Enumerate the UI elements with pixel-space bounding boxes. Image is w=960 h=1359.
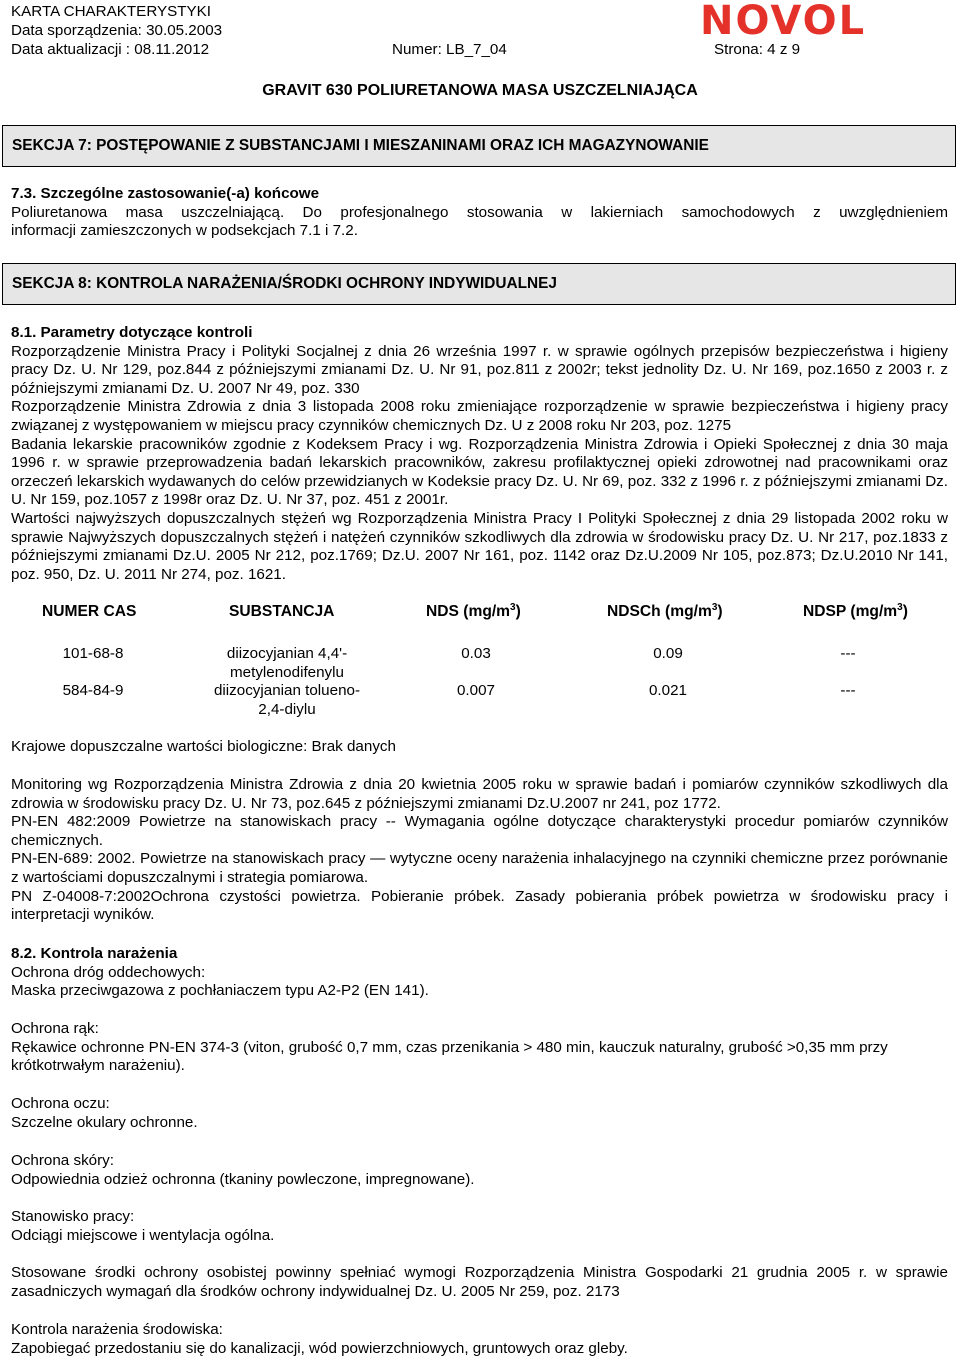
ndsp-close: ) — [902, 603, 908, 620]
section8-1-heading: 8.1. Parametry dotyczące kontroli — [11, 324, 253, 341]
table-row2-ndsp: --- — [840, 682, 856, 699]
skin-block — [11, 1152, 948, 1189]
section7-line-1: Poliuretanowa masa uszczelniającą. Do profesjonalnego stosowania w lakierniach samochodowych z uwzględnieniem — [11, 203, 948, 221]
skin-label: Ochrona skóry: — [11, 1152, 114, 1169]
logo-text: NOVOL — [700, 0, 867, 44]
created-date: Data sporządzenia: 30.05.2003 — [11, 22, 223, 39]
table-row1-ndsch: 0.09 — [653, 645, 683, 662]
environment-block — [11, 1321, 948, 1358]
workplace-block — [11, 1208, 948, 1245]
biological-values: Krajowe dopuszczalne wartości biologiczne: Brak danych — [11, 738, 396, 755]
ndsp-label: NDSP (mg/m — [803, 603, 898, 620]
section8-2-heading: 8.2. Kontrola narażenia — [11, 945, 178, 962]
eyes-text: Szczelne okulary ochronne. — [11, 1113, 198, 1131]
regulation-paragraph-4: Wartości najwyższych dopuszczalnych stężeń wg Rozporządzenia Ministra Pracy I Polityki Społecznej z dnia 29 listopada 2002 roku w sprawie Najwyższych dopuszczalnych stężeń i natężeń czynników szkodliwych dla zdrowia w środowisku pracy Dz. U. Nr 217, poz.1833 z późniejszymi zmianami Dz.U. 2005 Nr 212, poz.1769; Dz.U. 2007 Nr 161, poz. 1142 oraz Dz.U.2009 Nr 105, poz.873; Dz.U.2010 Nr 141, poz. 950, Dz. U. 2011 Nr 274, poz. 1621. — [11, 509, 948, 583]
row1-substance-line1: diizocyjanian 4,4'- — [226, 645, 348, 662]
section7-line-2: informacji zamieszczonych w podsekcjach 7.1 i 7.2. — [11, 222, 358, 240]
table-header-ndsch — [607, 603, 723, 622]
table-header-ndsp — [803, 603, 908, 622]
eyes-label: Ochrona oczu: — [11, 1095, 110, 1112]
respiratory-label: Ochrona dróg oddechowych: — [11, 963, 206, 981]
environment-label: Kontrola narażenia środowiska: — [11, 1321, 223, 1338]
workplace-text: Odciągi miejscowe i wentylacja ogólna. — [11, 1226, 275, 1244]
novol-logo — [700, 0, 950, 44]
table-header-cas: NUMER CAS — [42, 603, 137, 620]
table-header-substance: SUBSTANCJA — [229, 603, 335, 620]
section8-1-body — [11, 324, 948, 584]
regulation-paragraph-2: Rozporządzenie Ministra Zdrowia z dnia 3 listopada 2008 roku zmieniające rozporządzenie w sprawie bezpieczeństwa i higieny pracy związanej z występowaniem w miejscu pracy czynników chemicznych Dz. U z 2008 roku Nr 203, poz. 1275 — [11, 398, 948, 434]
table-row1-nds: 0.03 — [461, 645, 491, 662]
ppe-text: Stosowane środki ochrony osobistej powinny spełniać wymogi Rozporządzenia Ministra Gospodarki 21 grudnia 2005 r. w sprawie zasadniczych wymagań dla środków ochrony indywidualnej Dz. U. 2005 Nr 259, poz. 2173 — [11, 1264, 948, 1300]
section8-2-body — [11, 945, 948, 1001]
document-number: Numer: LB_7_04 — [392, 41, 507, 58]
nds-close: ) — [515, 603, 521, 620]
table-row1-ndsp: --- — [840, 645, 856, 662]
hands-text: Rękawice ochronne PN-EN 374-3 (viton, grubość 0,7 mm, czas przenikania > 480 min, kauczuk naturalny, grubość >0,35 mm przy krótkotrwałym narażeniu). — [11, 1038, 888, 1075]
skin-text: Odpowiednia odzież ochronna (tkaniny powleczone, impregnowane). — [11, 1170, 475, 1188]
monitoring-paragraph-3: PN-EN-689: 2002. Powietrze na stanowiskach pracy — wytyczne oceny narażenia inhalacyjnego na czynniki chemiczne przez porównanie z wartościami dopuszczalnymi i strategia pomiarowa. — [11, 850, 948, 886]
section7-3-heading: 7.3. Szczególne zastosowanie(-a) końcowe — [11, 185, 320, 202]
regulation-paragraph-3: Badania lekarskie pracowników zgodnie z Kodeksem Pracy i wg. Rozporządzenia Ministra Zdrowia i Opieki Społecznej z dnia 30 maja 1996 r. w sprawie przeprowadzenia badań lekarskich pracowników, zakresu profilaktycznej opieki zdrowotnej nad pracownikami oraz orzeczeń lekarskich wydawanych do celów przewidzianych w Kodeksie pracy Dz. U. Nr 69, poz. 332 z 1996 r. z późniejszymi zmianami Dz. U. Nr 159, poz.1057 z 1998r oraz Dz. U. Nr 37, poz. 451 z 2001r. — [11, 435, 948, 509]
table-row2-cas: 584-84-9 — [62, 682, 124, 699]
table-row2-ndsch: 0.021 — [648, 682, 687, 699]
section7-body — [11, 185, 948, 241]
doc-type: KARTA CHARAKTERYSTYKI — [11, 3, 212, 20]
row1-substance-line2: metylenodifenylu — [230, 663, 344, 681]
ndsch-sup: 3 — [711, 601, 718, 613]
workplace-label: Stanowisko pracy: — [11, 1208, 135, 1225]
table-row1-substance — [200, 645, 374, 682]
row2-substance-line2: 2,4-diylu — [258, 700, 316, 718]
nds-label: NDS (mg/m — [426, 603, 511, 620]
monitoring-paragraph-2: PN-EN 482:2009 Powietrze na stanowiskach pracy -- Wymagania ogólne dotyczące charakterystyki procedur pomiarów czynników chemicznych. — [11, 813, 948, 849]
regulation-paragraph-1: Rozporządzenie Ministra Pracy i Polityki Socjalnej z dnia 26 września 1997 r. w sprawie ogólnych przepisów bezpieczeństwa i higieny pracy Dz. U. Nr 129, poz.844 z późniejszymi zmianami Dz. U. Nr 91, poz.811 z 2002r; tekst jednolity Dz. U. Nr 169, poz.1650 z 2003 r. z późniejszymi zmianami Dz. U. 2007 Nr 49, poz. 330 — [11, 342, 948, 397]
monitoring-paragraph-1: Monitoring wg Rozporządzenia Ministra Zdrowia z dnia 20 kwietnia 2005 roku w sprawie badań i pomiarów czynników szkodliwych dla zdrowia w środowisku pracy Dz. U. Nr 73, poz.645 z późniejszymi zmianami Dz.U.2007 nr 241, poz 1772. — [11, 776, 948, 812]
product-title: GRAVIT 630 POLIURETANOWA MASA USZCZELNIAJĄCA — [262, 82, 698, 99]
section7-title: SEKCJA 7: POSTĘPOWANIE Z SUBSTANCJAMI I MIESZANINAMI ORAZ ICH MAGAZYNOWANIE — [2, 125, 956, 167]
table-row1-cas: 101-68-8 — [62, 645, 124, 662]
row2-substance-line1: diizocyjanian tolueno- — [213, 682, 361, 699]
hands-label: Ochrona rąk: — [11, 1020, 99, 1037]
nds-sup: 3 — [510, 601, 516, 613]
table-row2-substance — [200, 682, 374, 719]
section8-title: SEKCJA 8: KONTROLA NARAŻENIA/ŚRODKI OCHRONY INDYWIDUALNEJ — [2, 263, 956, 305]
ndsch-label: NDSCh (mg/m — [607, 603, 712, 620]
ndsch-close: ) — [717, 603, 723, 620]
monitoring-block — [11, 776, 948, 925]
table-header-nds — [426, 603, 521, 622]
ndsp-sup: 3 — [897, 601, 903, 613]
respiratory-text: Maska przeciwgazowa z pochłaniaczem typu A2-P2 (EN 141). — [11, 982, 429, 1000]
monitoring-paragraph-4: PN Z-04008-7:2002Ochrona czystości powietrza. Pobieranie próbek. Zasady pobierania próbek powietrza w środowisku pracy i interpretacji wyników. — [11, 887, 948, 924]
environment-text: Zapobiegać przedostaniu się do kanalizacji, wód powierzchniowych, gruntowych oraz gleby. — [11, 1339, 628, 1357]
updated-date: Data aktualizacji : 08.11.2012 — [11, 41, 210, 58]
table-row2-nds: 0.007 — [456, 682, 495, 699]
hands-block — [11, 1020, 948, 1076]
page-number: Strona: 4 z 9 — [714, 41, 801, 58]
eyes-block — [11, 1095, 948, 1132]
